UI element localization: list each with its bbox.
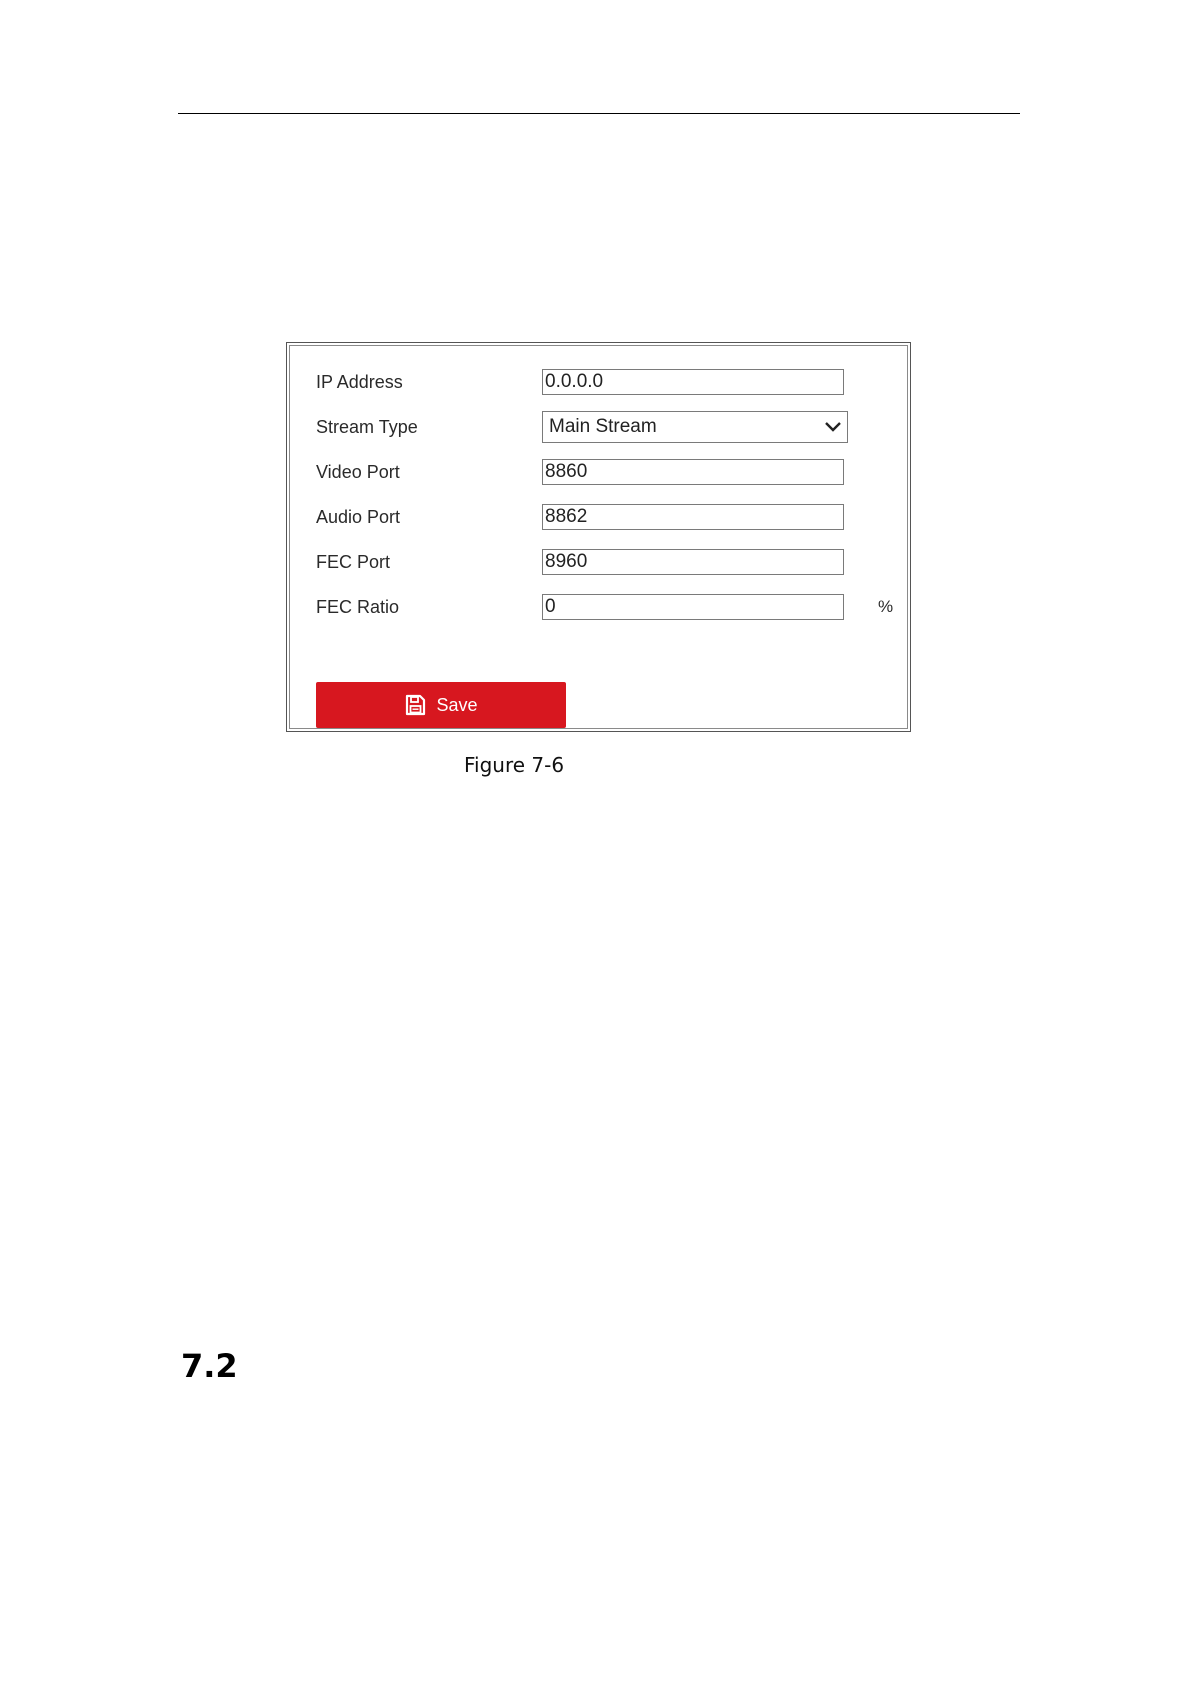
row-audio-port (290, 501, 907, 533)
chevron-down-icon (823, 418, 843, 436)
stream-type-label: Stream Type (316, 417, 418, 437)
audio-port-label: Audio Port (316, 507, 401, 527)
video-port-label: Video Port (316, 462, 400, 482)
row-fec-ratio (290, 591, 907, 623)
header-rule (178, 113, 1020, 114)
ip-address-input[interactable]: 0.0.0.0 (542, 369, 844, 395)
fec-ratio-label: FEC Ratio (316, 597, 400, 617)
multicast-settings-panel (286, 342, 911, 732)
fec-ratio-input[interactable]: 0 (542, 594, 844, 620)
row-ip-address (290, 366, 907, 398)
figure-caption: Figure 7-6 (464, 753, 565, 777)
save-button[interactable] (316, 682, 566, 728)
fec-port-label: FEC Port (316, 552, 391, 572)
panel-inner-border (289, 345, 908, 729)
fec-port-input[interactable]: 8960 (542, 549, 844, 575)
stream-type-select[interactable] (542, 411, 848, 443)
floppy-disk-icon (404, 694, 426, 716)
row-video-port (290, 456, 907, 488)
ip-address-label: IP Address (316, 372, 403, 392)
video-port-input[interactable]: 8860 (542, 459, 844, 485)
fec-ratio-unit: % (878, 597, 894, 616)
audio-port-input[interactable]: 8862 (542, 504, 844, 530)
save-label: Save (436, 694, 478, 715)
stream-type-value: Main Stream (549, 416, 657, 437)
row-stream-type (290, 411, 907, 443)
row-fec-port (290, 546, 907, 578)
section-heading-number: 7.2 (181, 1347, 238, 1385)
